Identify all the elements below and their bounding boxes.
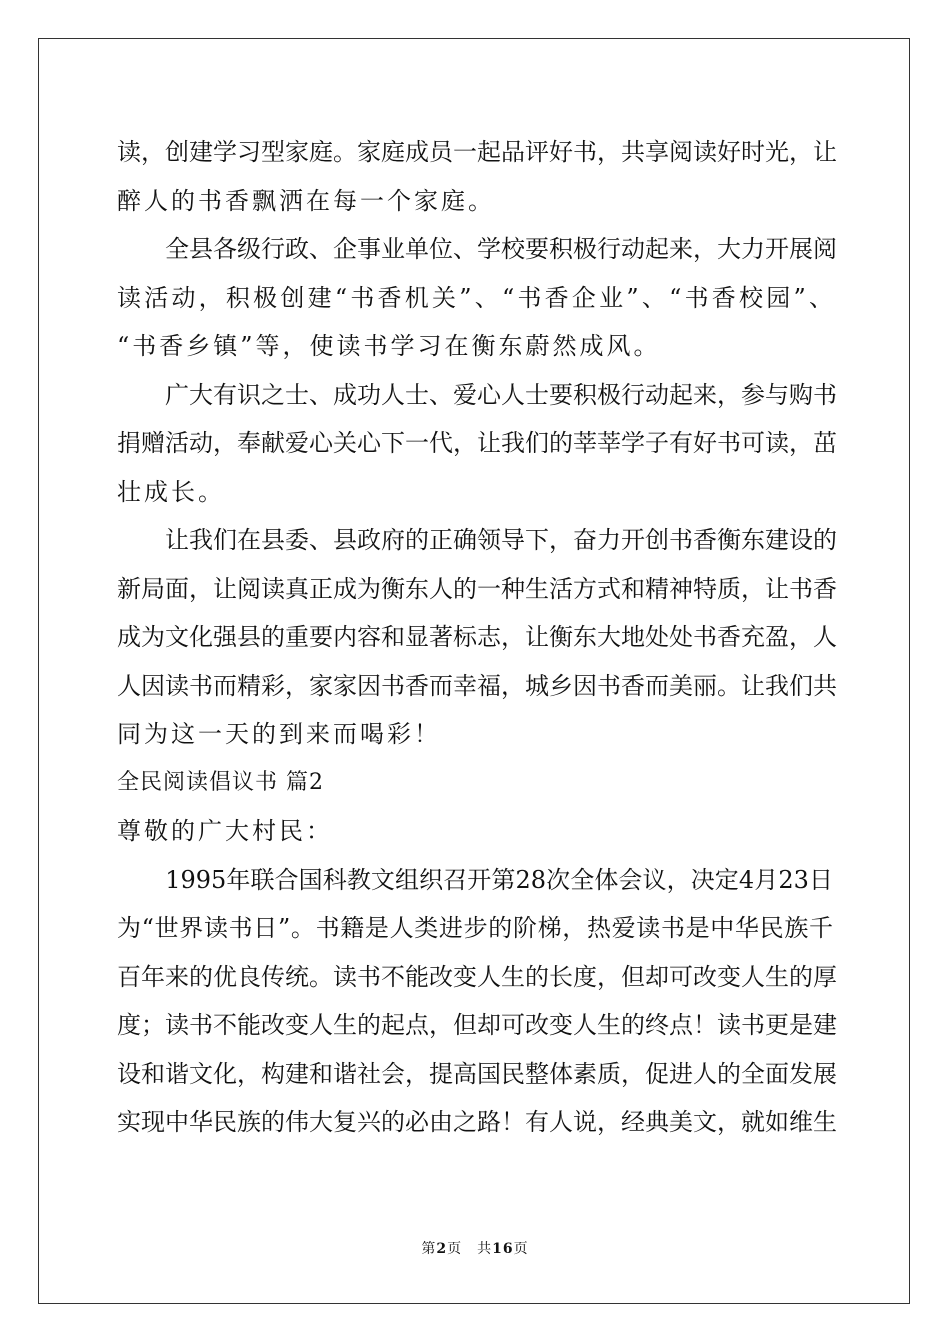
text-line: 设和谐文化，构建和谐社会，提高国民整体素质，促进人的全面发展 <box>117 1059 837 1088</box>
text-line: 尊敬的广大村民： <box>117 817 333 845</box>
text-line: 全县各级行政、企事业单位、学校要积极行动起来，大力开展阅 <box>117 235 837 263</box>
text-line: 度；读书不能改变人生的起点，但却可改变人生的终点！读书更是建 <box>117 1011 837 1039</box>
text-line: 壮成长。 <box>117 477 225 506</box>
section-heading: 全民阅读倡议书 篇2 <box>117 769 324 795</box>
document-body <box>117 128 837 1147</box>
text-line: 为“世界读书日”。书籍是人类进步的阶梯，热爱读书是中华民族千 <box>117 914 833 942</box>
footer-total-pages: 16 <box>492 1241 514 1257</box>
footer-page-number: 2 <box>436 1241 448 1257</box>
page-footer <box>0 1238 950 1258</box>
text-line: 读活动，积极创建“书香机关”、“书香企业”、“书香校园”、 <box>117 283 833 312</box>
text-line: 人因读书而精彩，家家因书香而幸福，城乡因书香而美丽。让我们共 <box>117 671 837 700</box>
text-line: 读，创建学习型家庭。家庭成员一起品评好书，共享阅读好时光，让 <box>117 138 837 166</box>
text-line: 醉人的书香飘洒在每一个家庭。 <box>117 186 495 215</box>
text-line: 实现中华民族的伟大复兴的必由之路！有人说，经典美文，就如维生 <box>117 1108 837 1136</box>
text-line: 1995年联合国科教文组织召开第28次全体会议，决定4月23日 <box>117 865 833 894</box>
text-line: 广大有识之士、成功人士、爱心人士要积极行动起来，参与购书 <box>117 380 837 409</box>
text-line: 让我们在县委、县政府的正确领导下，奋力开创书香衡东建设的 <box>117 526 837 554</box>
footer-prefix: 第 <box>421 1241 437 1257</box>
text-line: 百年来的优良传统。读书不能改变人生的长度，但却可改变人生的厚 <box>117 962 837 991</box>
text-line: “书香乡镇”等，使读书学习在衡东蔚然成风。 <box>117 332 661 360</box>
text-line: 新局面，让阅读真正成为衡东人的一种生活方式和精神特质，让书香 <box>117 574 837 603</box>
footer-suffix: 页 <box>513 1241 529 1257</box>
text-line: 同为这一天的到来而喝彩！ <box>117 720 441 748</box>
text-line: 成为文化强县的重要内容和显著标志，让衡东大地处处书香充盈，人 <box>117 623 837 651</box>
footer-mid: 页 共 <box>447 1241 493 1257</box>
text-line: 捐赠活动，奉献爱心关心下一代，让我们的莘莘学子有好书可读，茁 <box>117 429 837 457</box>
